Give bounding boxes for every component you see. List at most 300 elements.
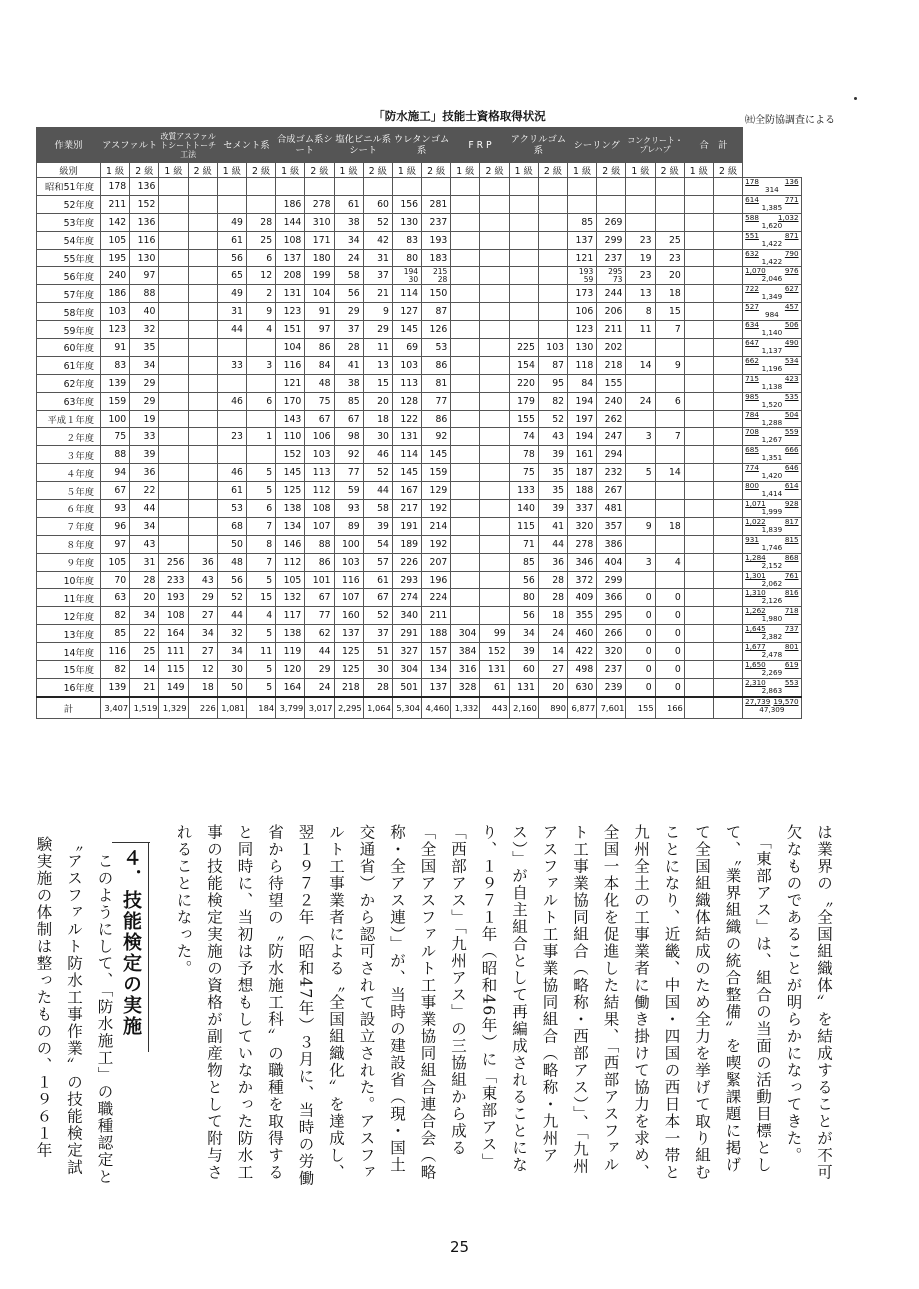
table-cell: 5 xyxy=(246,482,275,500)
table-row xyxy=(37,571,865,589)
header-work-type-label: 作業別 xyxy=(37,128,101,163)
table-cell: 30 xyxy=(363,661,392,679)
table-cell: 4 xyxy=(246,321,275,339)
table-cell: 0 xyxy=(626,625,655,643)
header-work-type: コンクリート・プレハブ xyxy=(626,128,684,163)
table-row xyxy=(37,607,865,625)
table-row xyxy=(37,446,865,464)
table-cell xyxy=(188,339,217,357)
table-cell: 8 xyxy=(246,535,275,553)
table-cell xyxy=(480,446,509,464)
table-cell xyxy=(626,446,655,464)
table-cell: 120 xyxy=(276,661,305,679)
table-cell: 232 xyxy=(597,464,626,482)
table-cell: 56 xyxy=(217,571,246,589)
table-cell: 27 xyxy=(188,607,217,625)
table-cell xyxy=(655,213,684,231)
table-cell: 28 xyxy=(538,571,567,589)
table-cell: 151 xyxy=(276,321,305,339)
table-cell: 13 xyxy=(363,356,392,374)
table-cell: 112 xyxy=(276,553,305,571)
table-cell: 83 xyxy=(101,356,130,374)
table-cell: 31 xyxy=(130,553,159,571)
table-cell xyxy=(480,303,509,321)
table-cell: 193 xyxy=(159,589,188,607)
row-total-cell: 1,301 761 2,062 xyxy=(743,571,801,589)
table-cell: 337 xyxy=(568,500,597,518)
table-cell xyxy=(159,178,188,196)
table-cell xyxy=(451,267,480,285)
table-cell xyxy=(480,195,509,213)
table-cell: 35 xyxy=(130,339,159,357)
table-cell: 189 xyxy=(392,535,421,553)
table-cell: 71 xyxy=(509,535,538,553)
table-cell: 70 xyxy=(101,571,130,589)
table-cell: 320 xyxy=(568,517,597,535)
table-cell xyxy=(713,231,742,249)
table-cell: 97 xyxy=(305,321,334,339)
table-cell xyxy=(159,249,188,267)
table-cell xyxy=(684,482,713,500)
table-cell: 224 xyxy=(422,589,451,607)
table-cell xyxy=(217,410,246,428)
table-cell xyxy=(713,625,742,643)
table-cell: 131 xyxy=(480,661,509,679)
table-cell: 137 xyxy=(334,625,363,643)
table-cell xyxy=(713,535,742,553)
table-cell xyxy=(159,356,188,374)
table-cell: 53 xyxy=(217,500,246,518)
table-cell: 267 xyxy=(597,482,626,500)
table-cell xyxy=(451,571,480,589)
table-cell xyxy=(451,303,480,321)
table-cell: 67 xyxy=(334,410,363,428)
table-cell xyxy=(655,482,684,500)
table-cell xyxy=(246,195,275,213)
row-total-cell: 784 504 1,288 xyxy=(743,410,801,428)
table-cell: 110 xyxy=(276,428,305,446)
table-row xyxy=(37,589,865,607)
table-cell: 211 xyxy=(597,321,626,339)
table-cell xyxy=(480,321,509,339)
table-row xyxy=(37,625,865,643)
table-cell: 63 xyxy=(101,589,130,607)
row-total-cell: 1,677 801 2,478 xyxy=(743,643,801,661)
table-row xyxy=(37,428,865,446)
table-cell: 188 xyxy=(568,482,597,500)
table-cell xyxy=(713,374,742,392)
table-cell xyxy=(188,213,217,231)
table-cell xyxy=(188,482,217,500)
table-cell: 218 xyxy=(334,678,363,696)
table-cell: 56 xyxy=(334,285,363,303)
header-grade-2: 2 級 xyxy=(655,163,684,178)
table-cell: 890 xyxy=(538,697,567,719)
table-cell: 142 xyxy=(101,213,130,231)
header-grade-2: 2 級 xyxy=(597,163,626,178)
table-cell: 11 xyxy=(246,643,275,661)
table-cell xyxy=(684,464,713,482)
table-cell xyxy=(159,392,188,410)
table-cell xyxy=(217,374,246,392)
table-cell: 53 xyxy=(422,339,451,357)
table-cell: 202 xyxy=(597,339,626,357)
table-cell xyxy=(568,178,597,196)
table-cell: 13 xyxy=(626,285,655,303)
row-year: 11年度 xyxy=(37,589,101,607)
table-cell: 194 xyxy=(568,428,597,446)
table-cell xyxy=(538,321,567,339)
table-cell: 48 xyxy=(305,374,334,392)
table-cell: 114 xyxy=(392,446,421,464)
table-cell: 39 xyxy=(363,517,392,535)
table-cell xyxy=(246,410,275,428)
table-cell xyxy=(684,285,713,303)
table-cell xyxy=(159,500,188,518)
table-cell xyxy=(713,285,742,303)
table-cell: 3,407 xyxy=(101,697,130,719)
scan-speck xyxy=(854,97,857,100)
table-cell: 295 xyxy=(597,607,626,625)
row-year: 10年度 xyxy=(37,571,101,589)
table-cell xyxy=(713,661,742,679)
article-text-right: は業界の〝全国組織体〟を結成することが不可欠なものであることが明らかになってきた。 「東部アス」は、組合の当面の活動目標として、〝業界組織の統合整備〟を喫緊課題に掲げて全国組織体結成のため全力を挙げて取り組むことになり、近畿、中国・四国の西日本一帯と九州全土の工事業者に働き掛けて協力を求め、全国一本化を促進した結果、「西部アスファルト工事業協同組合（略称・西部アス）」、「九州アスファルト工事業協同組合（略称・九州アス）」が自主組合として再編成されることになり、１９７１年（昭和46年）に「東部アス」「西部アス」「九州アス」の三協組から成る「全国アスファルト工事業協同組合連合会（略称・全アス連）」が、当時の建設省（現・国土交通省）から認可されて設立された。アスファルト工事業者による〝全国組織化〟を達成し、翌１９７２年（昭和47年）３月に、当時の労働省から待望の〝防水施工科〟の職種を取得すると同時に、当初は予想もしていなかった防水工事の技能検定実施の資格が副産物として附与されることになった。 xyxy=(174,824,833,1187)
table-cell: 19 xyxy=(626,249,655,267)
table-source-note: ㈳全防協調査による xyxy=(745,115,835,126)
table-cell: 60 xyxy=(509,661,538,679)
table-cell: 1,329 xyxy=(159,697,188,719)
table-cell xyxy=(684,535,713,553)
table-cell xyxy=(509,249,538,267)
table-cell: 28 xyxy=(130,571,159,589)
table-cell: 105 xyxy=(276,571,305,589)
table-cell: 129 xyxy=(422,482,451,500)
table-cell: 108 xyxy=(159,607,188,625)
table-cell: 58 xyxy=(363,500,392,518)
table-cell: 74 xyxy=(509,428,538,446)
table-cell: 22 xyxy=(130,625,159,643)
table-cell: 278 xyxy=(305,195,334,213)
table-cell: 113 xyxy=(305,464,334,482)
table-cell xyxy=(451,446,480,464)
table-cell: 7 xyxy=(655,321,684,339)
table-cell: 233 xyxy=(159,571,188,589)
table-cell xyxy=(480,178,509,196)
row-year: ８年度 xyxy=(37,535,101,553)
row-year: 13年度 xyxy=(37,625,101,643)
table-cell xyxy=(451,410,480,428)
table-cell: 88 xyxy=(305,535,334,553)
table-cell xyxy=(159,285,188,303)
table-cell: 87 xyxy=(538,356,567,374)
table-cell: 193 xyxy=(422,231,451,249)
table-cell xyxy=(217,339,246,357)
table-cell xyxy=(684,661,713,679)
table-cell xyxy=(451,464,480,482)
table-cell xyxy=(392,178,421,196)
table-cell: 11 xyxy=(363,339,392,357)
table-cell xyxy=(188,392,217,410)
table-cell: 125 xyxy=(276,482,305,500)
table-cell: 247 xyxy=(597,428,626,446)
table-cell xyxy=(188,285,217,303)
table-cell xyxy=(509,267,538,285)
table-cell: 211 xyxy=(101,195,130,213)
table-cell: 37 xyxy=(363,625,392,643)
table-cell: 9 xyxy=(626,517,655,535)
table-cell xyxy=(480,535,509,553)
table-cell: 6,877 xyxy=(568,697,597,719)
header-work-type: 合成ゴム系シート xyxy=(276,128,334,163)
table-cell: 501 xyxy=(392,678,421,696)
table-cell xyxy=(246,339,275,357)
header-grade-2: 2 級 xyxy=(188,163,217,178)
table-cell: 85 xyxy=(334,392,363,410)
table-cell xyxy=(159,267,188,285)
table-cell: 24 xyxy=(538,625,567,643)
table-cell: 111 xyxy=(159,643,188,661)
table-cell: 44 xyxy=(217,607,246,625)
table-cell: 20 xyxy=(538,678,567,696)
table-cell: 24 xyxy=(626,392,655,410)
table-cell: 116 xyxy=(334,571,363,589)
table-row xyxy=(37,482,865,500)
table-cell: 100 xyxy=(334,535,363,553)
row-year: 59年度 xyxy=(37,321,101,339)
table-body xyxy=(37,178,865,719)
table-cell xyxy=(188,535,217,553)
table-cell: 211 xyxy=(422,607,451,625)
table-cell: 49 xyxy=(217,213,246,231)
table-row xyxy=(37,195,865,213)
table-cell: 155 xyxy=(509,410,538,428)
table-cell xyxy=(422,178,451,196)
table-cell: 217 xyxy=(392,500,421,518)
header-grade-1: 1 級 xyxy=(334,163,363,178)
table-cell: 5 xyxy=(246,571,275,589)
table-cell xyxy=(480,500,509,518)
table-cell: 33 xyxy=(130,428,159,446)
table-cell: 28 xyxy=(538,589,567,607)
table-cell: 106 xyxy=(568,303,597,321)
table-cell xyxy=(451,213,480,231)
heading-rule xyxy=(148,842,149,1052)
table-cell xyxy=(188,303,217,321)
table-cell: 82 xyxy=(101,607,130,625)
table-cell: 82 xyxy=(538,392,567,410)
table-cell: 29 xyxy=(334,303,363,321)
table-cell: 4 xyxy=(246,607,275,625)
table-cell xyxy=(655,374,684,392)
table-cell xyxy=(188,428,217,446)
table-cell: 84 xyxy=(305,356,334,374)
table-cell xyxy=(188,231,217,249)
table-cell: 84 xyxy=(568,374,597,392)
header-grade-2: 2 級 xyxy=(713,163,742,178)
table-cell: 340 xyxy=(392,607,421,625)
table-cell: 20 xyxy=(130,589,159,607)
table-cell: 69 xyxy=(392,339,421,357)
table-cell xyxy=(684,321,713,339)
header-grade-2: 2 級 xyxy=(130,163,159,178)
table-cell: 299 xyxy=(597,231,626,249)
table-cell xyxy=(480,482,509,500)
table-cell: 81 xyxy=(422,374,451,392)
table-cell: 9 xyxy=(246,303,275,321)
table-cell: 266 xyxy=(597,625,626,643)
table-cell: 207 xyxy=(422,553,451,571)
table-cell: 15 xyxy=(363,374,392,392)
table-cell xyxy=(655,178,684,196)
table-cell: 56 xyxy=(509,571,538,589)
table-cell xyxy=(509,195,538,213)
table-cell xyxy=(480,374,509,392)
table-cell xyxy=(480,607,509,625)
table-cell: 134 xyxy=(276,517,305,535)
header-grade-1: 1 級 xyxy=(159,163,188,178)
table-cell: 167 xyxy=(392,482,421,500)
table-cell xyxy=(713,607,742,625)
table-cell: 67 xyxy=(101,482,130,500)
table-cell: 159 xyxy=(422,464,451,482)
table-cell: 65 xyxy=(217,267,246,285)
table-cell xyxy=(538,285,567,303)
table-cell xyxy=(713,267,742,285)
table-cell: 37 xyxy=(334,321,363,339)
table-cell: 34 xyxy=(509,625,538,643)
table-cell xyxy=(480,553,509,571)
table-cell xyxy=(684,195,713,213)
table-cell: 2 xyxy=(246,285,275,303)
row-year: 63年度 xyxy=(37,392,101,410)
table-cell: 157 xyxy=(422,643,451,661)
table-cell: 21 xyxy=(363,285,392,303)
table-cell: 498 xyxy=(568,661,597,679)
row-total-cell: 931 815 1,746 xyxy=(743,535,801,553)
table-cell: 44 xyxy=(130,500,159,518)
table-cell: 149 xyxy=(159,678,188,696)
table-cell: 25 xyxy=(655,231,684,249)
table-cell: 50 xyxy=(217,535,246,553)
table-cell xyxy=(655,500,684,518)
table-cell xyxy=(451,553,480,571)
table-cell xyxy=(188,321,217,339)
table-cell: 180 xyxy=(305,249,334,267)
table-cell: 137 xyxy=(568,231,597,249)
table-cell xyxy=(684,571,713,589)
table-cell: 68 xyxy=(217,517,246,535)
table-cell: 155 xyxy=(597,374,626,392)
table-cell: 357 xyxy=(597,517,626,535)
table-cell xyxy=(713,697,742,719)
row-year: ５年度 xyxy=(37,482,101,500)
table-cell xyxy=(713,321,742,339)
table-cell: 27 xyxy=(188,643,217,661)
table-cell: 133 xyxy=(509,482,538,500)
table-cell: 372 xyxy=(568,571,597,589)
table-cell: 131 xyxy=(276,285,305,303)
table-cell xyxy=(480,392,509,410)
table-cell xyxy=(451,428,480,446)
row-year: 52年度 xyxy=(37,195,101,213)
table-cell: 237 xyxy=(597,249,626,267)
table-cell: 123 xyxy=(276,303,305,321)
table-cell xyxy=(713,339,742,357)
table-cell xyxy=(713,517,742,535)
table-cell xyxy=(713,178,742,196)
table-cell: 3 xyxy=(626,428,655,446)
table-cell: 160 xyxy=(334,607,363,625)
table-cell: 346 xyxy=(568,553,597,571)
table-cell xyxy=(451,356,480,374)
table-cell xyxy=(684,697,713,719)
table-cell: 97 xyxy=(130,267,159,285)
table-cell: 117 xyxy=(276,607,305,625)
row-total-cell: 1,650 619 2,269 xyxy=(743,661,801,679)
table-cell: 409 xyxy=(568,589,597,607)
table-cell xyxy=(188,464,217,482)
table-cell xyxy=(626,500,655,518)
row-total-cell: 715 423 1,138 xyxy=(743,374,801,392)
table-cell xyxy=(684,607,713,625)
table-cell: 5 xyxy=(246,678,275,696)
table-cell xyxy=(684,339,713,357)
row-year: 計 xyxy=(37,697,101,719)
table-cell xyxy=(188,356,217,374)
table-cell xyxy=(159,339,188,357)
table-cell: 33 xyxy=(217,356,246,374)
table-cell: 41 xyxy=(334,356,363,374)
table-cell: 123 xyxy=(101,321,130,339)
table-cell xyxy=(159,428,188,446)
table-cell: 4 xyxy=(655,553,684,571)
table-cell: 12 xyxy=(246,267,275,285)
table-cell: 52 xyxy=(538,410,567,428)
table-row xyxy=(37,213,865,231)
table-cell: 134 xyxy=(422,661,451,679)
table-cell: 186 xyxy=(101,285,130,303)
table-row xyxy=(37,517,865,535)
table-cell: 9 xyxy=(363,303,392,321)
row-total-cell: 708 559 1,267 xyxy=(743,428,801,446)
table-cell: 106 xyxy=(305,428,334,446)
table-row xyxy=(37,356,865,374)
table-cell: 85 xyxy=(568,213,597,231)
row-year: ２年度 xyxy=(37,428,101,446)
table-cell: 0 xyxy=(655,607,684,625)
table-cell xyxy=(713,464,742,482)
table-cell: 40 xyxy=(130,303,159,321)
table-cell: 88 xyxy=(130,285,159,303)
table-row xyxy=(37,231,865,249)
table-cell: 0 xyxy=(626,643,655,661)
table-cell: 80 xyxy=(392,249,421,267)
table-cell: 116 xyxy=(276,356,305,374)
table-cell xyxy=(684,178,713,196)
row-total-cell: 178 136 314 xyxy=(743,178,801,196)
table-cell xyxy=(684,553,713,571)
table-cell xyxy=(684,231,713,249)
row-year: 16年度 xyxy=(37,678,101,696)
table-cell xyxy=(188,178,217,196)
table-cell xyxy=(538,195,567,213)
table-cell: 39 xyxy=(538,500,567,518)
table-cell xyxy=(159,303,188,321)
table-cell xyxy=(451,231,480,249)
row-total-cell: 1,071 928 1,999 xyxy=(743,500,801,518)
table-cell xyxy=(451,500,480,518)
table-cell: 8 xyxy=(626,303,655,321)
